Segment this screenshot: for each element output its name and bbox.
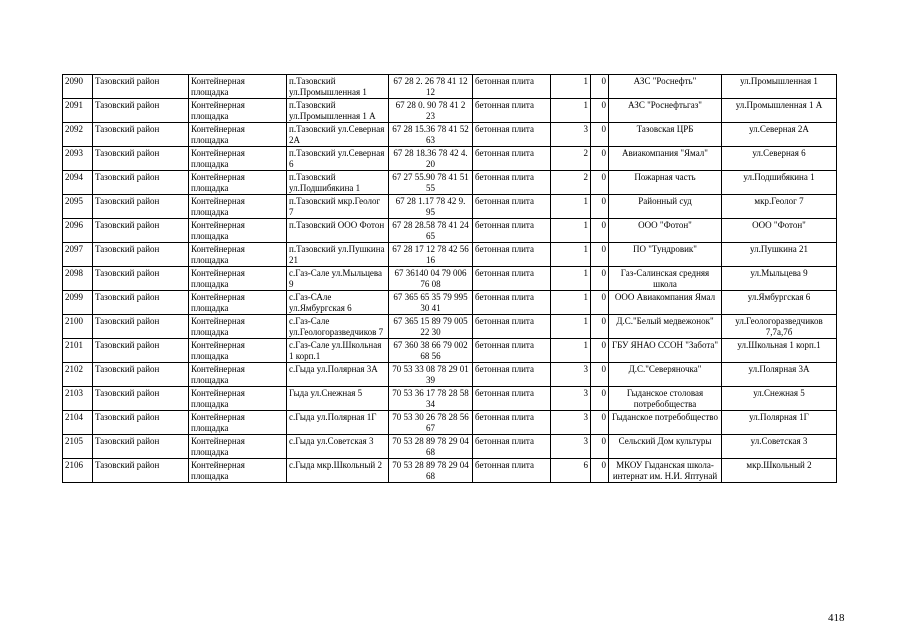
table-body [63, 75, 837, 483]
container-count-cell: 3 [551, 123, 591, 147]
address-cell: ул.Снежная 5 [722, 387, 837, 411]
record-number: 2100 [63, 315, 93, 339]
container-count-cell: 2 [551, 147, 591, 171]
covered-count-cell: 0 [591, 315, 609, 339]
record-number: 2091 [63, 99, 93, 123]
facility-cell: Авиакомпания "Ямал" [609, 147, 722, 171]
covered-count-cell: 0 [591, 291, 609, 315]
site-type-cell: Контейнерная площадка [189, 387, 287, 411]
coordinates-cell: 67 365 65 35 79 995 30 41 [389, 291, 473, 315]
table-row [63, 75, 837, 99]
table-row [63, 339, 837, 363]
site-type-cell: Контейнерная площадка [189, 243, 287, 267]
surface-cell: бетонная плита [473, 99, 551, 123]
address-cell: ул.Северная 6 [722, 147, 837, 171]
container-count-cell: 1 [551, 339, 591, 363]
location-cell: п.Тазовский ул.Северная 2А [287, 123, 389, 147]
covered-count-cell: 0 [591, 171, 609, 195]
location-cell: п.Тазовский мкр.Геолог 7 [287, 195, 389, 219]
district-cell: Тазовский район [93, 387, 189, 411]
site-type-cell: Контейнерная площадка [189, 75, 287, 99]
coordinates-cell: 70 53 28 89 78 29 04 68 [389, 459, 473, 483]
table-row [63, 315, 837, 339]
covered-count-cell: 0 [591, 411, 609, 435]
facility-cell: Д.С."Белый медвежонок" [609, 315, 722, 339]
site-type-cell: Контейнерная площадка [189, 435, 287, 459]
record-number: 2090 [63, 75, 93, 99]
record-number: 2105 [63, 435, 93, 459]
site-type-cell: Контейнерная площадка [189, 147, 287, 171]
location-cell: п.Тазовский ООО Фотон [287, 219, 389, 243]
district-cell: Тазовский район [93, 291, 189, 315]
facility-cell: Сельский Дом культуры [609, 435, 722, 459]
table-row [63, 267, 837, 291]
location-cell: с.Гыда ул.Полярная 3А [287, 363, 389, 387]
table-row [63, 243, 837, 267]
surface-cell: бетонная плита [473, 339, 551, 363]
coordinates-cell: 67 28 2. 26 78 41 12 12 [389, 75, 473, 99]
district-cell: Тазовский район [93, 147, 189, 171]
surface-cell: бетонная плита [473, 315, 551, 339]
coordinates-cell: 67 28 18.36 78 42 4. 20 [389, 147, 473, 171]
covered-count-cell: 0 [591, 267, 609, 291]
record-number: 2101 [63, 339, 93, 363]
container-count-cell: 1 [551, 99, 591, 123]
site-type-cell: Контейнерная площадка [189, 459, 287, 483]
address-cell: ул.Геологоразведчиков 7,7а,7б [722, 315, 837, 339]
covered-count-cell: 0 [591, 219, 609, 243]
location-cell: п.Тазовский ул.Подшибякина 1 [287, 171, 389, 195]
record-number: 2093 [63, 147, 93, 171]
table-row [63, 99, 837, 123]
coordinates-cell: 67 360 38 66 79 002 68 56 [389, 339, 473, 363]
covered-count-cell: 0 [591, 99, 609, 123]
site-type-cell: Контейнерная площадка [189, 339, 287, 363]
location-cell: с.Газ-Сале ул.Школьная 1 корп.1 [287, 339, 389, 363]
covered-count-cell: 0 [591, 459, 609, 483]
site-type-cell: Контейнерная площадка [189, 291, 287, 315]
district-cell: Тазовский район [93, 195, 189, 219]
coordinates-cell: 70 53 36 17 78 28 58 34 [389, 387, 473, 411]
location-cell: с.Газ-САле ул.Ямбургская 6 [287, 291, 389, 315]
address-cell: ул.Мыльцева 9 [722, 267, 837, 291]
surface-cell: бетонная плита [473, 195, 551, 219]
container-count-cell: 1 [551, 75, 591, 99]
table-row [63, 411, 837, 435]
record-number: 2097 [63, 243, 93, 267]
facility-cell: Пожарная часть [609, 171, 722, 195]
facility-cell: АЗС "Роснефть" [609, 75, 722, 99]
facility-cell: ПО "Тундровик" [609, 243, 722, 267]
site-type-cell: Контейнерная площадка [189, 411, 287, 435]
coordinates-cell: 67 28 0. 90 78 41 2 23 [389, 99, 473, 123]
container-count-cell: 3 [551, 411, 591, 435]
table-row [63, 123, 837, 147]
facility-cell: МКОУ Гыданская школа-интернат им. Н.И. Яптунай [609, 459, 722, 483]
covered-count-cell: 0 [591, 339, 609, 363]
table-row [63, 147, 837, 171]
facility-cell: ГБУ ЯНАО ССОН "Забота" [609, 339, 722, 363]
district-cell: Тазовский район [93, 75, 189, 99]
covered-count-cell: 0 [591, 363, 609, 387]
address-cell: ул.Промышленная 1 А [722, 99, 837, 123]
district-cell: Тазовский район [93, 99, 189, 123]
table-row [63, 363, 837, 387]
record-number: 2096 [63, 219, 93, 243]
address-cell: мкр.Школьный 2 [722, 459, 837, 483]
facility-cell: Тазовская ЦРБ [609, 123, 722, 147]
record-number: 2102 [63, 363, 93, 387]
coordinates-cell: 67 36140 04 79 006 76 08 [389, 267, 473, 291]
coordinates-cell: 67 365 15 89 79 005 22 30 [389, 315, 473, 339]
address-cell: ул.Школьная 1 корп.1 [722, 339, 837, 363]
location-cell: п.Тазовский ул.Северная 6 [287, 147, 389, 171]
location-cell: Гыда ул.Снежная 5 [287, 387, 389, 411]
record-number: 2095 [63, 195, 93, 219]
table-row [63, 171, 837, 195]
table-row [63, 387, 837, 411]
table-row [63, 435, 837, 459]
location-cell: с.Гыда ул.Советская 3 [287, 435, 389, 459]
district-cell: Тазовский район [93, 339, 189, 363]
location-cell: п.Тазовский ул.Пушкина 21 [287, 243, 389, 267]
covered-count-cell: 0 [591, 387, 609, 411]
container-count-cell: 2 [551, 171, 591, 195]
container-count-cell: 1 [551, 291, 591, 315]
covered-count-cell: 0 [591, 75, 609, 99]
address-cell: мкр.Геолог 7 [722, 195, 837, 219]
address-cell: ул.Промышленная 1 [722, 75, 837, 99]
container-count-cell: 1 [551, 315, 591, 339]
facility-cell: Д.С."Северяночка" [609, 363, 722, 387]
district-cell: Тазовский район [93, 459, 189, 483]
table-row [63, 459, 837, 483]
record-number: 2104 [63, 411, 93, 435]
surface-cell: бетонная плита [473, 267, 551, 291]
district-cell: Тазовский район [93, 435, 189, 459]
facility-cell: Газ-Салинская средняя школа [609, 267, 722, 291]
address-cell: ул.Подшибякина 1 [722, 171, 837, 195]
coordinates-cell: 70 53 33 08 78 29 01 39 [389, 363, 473, 387]
site-type-cell: Контейнерная площадка [189, 267, 287, 291]
coordinates-cell: 70 53 30 26 78 28 56 67 [389, 411, 473, 435]
record-number: 2106 [63, 459, 93, 483]
record-number: 2092 [63, 123, 93, 147]
covered-count-cell: 0 [591, 123, 609, 147]
address-cell: ООО "Фотон" [722, 219, 837, 243]
record-number: 2099 [63, 291, 93, 315]
surface-cell: бетонная плита [473, 387, 551, 411]
surface-cell: бетонная плита [473, 147, 551, 171]
facility-cell: ООО "Фотон" [609, 219, 722, 243]
district-cell: Тазовский район [93, 267, 189, 291]
site-type-cell: Контейнерная площадка [189, 363, 287, 387]
location-cell: п.Тазовский ул.Промышленная 1 [287, 75, 389, 99]
facility-cell: Гыданское столовая потребобщества [609, 387, 722, 411]
surface-cell: бетонная плита [473, 411, 551, 435]
record-number: 2103 [63, 387, 93, 411]
surface-cell: бетонная плита [473, 171, 551, 195]
table-row [63, 219, 837, 243]
container-count-cell: 3 [551, 363, 591, 387]
surface-cell: бетонная плита [473, 75, 551, 99]
covered-count-cell: 0 [591, 147, 609, 171]
site-type-cell: Контейнерная площадка [189, 315, 287, 339]
surface-cell: бетонная плита [473, 435, 551, 459]
surface-cell: бетонная плита [473, 219, 551, 243]
site-type-cell: Контейнерная площадка [189, 123, 287, 147]
container-count-cell: 6 [551, 459, 591, 483]
coordinates-cell: 67 28 28.58 78 41 24 65 [389, 219, 473, 243]
record-number: 2094 [63, 171, 93, 195]
coordinates-cell: 67 28 1.17 78 42 9. 95 [389, 195, 473, 219]
surface-cell: бетонная плита [473, 459, 551, 483]
container-count-cell: 3 [551, 387, 591, 411]
address-cell: ул.Советская 3 [722, 435, 837, 459]
address-cell: ул.Ямбургская 6 [722, 291, 837, 315]
surface-cell: бетонная плита [473, 123, 551, 147]
address-cell: ул.Пушкина 21 [722, 243, 837, 267]
facility-cell: Гыданское потребобщество [609, 411, 722, 435]
site-type-cell: Контейнерная площадка [189, 195, 287, 219]
facility-cell: АЗС "Роснефтьгаз" [609, 99, 722, 123]
surface-cell: бетонная плита [473, 291, 551, 315]
facility-cell: ООО Авиакомпания Ямал [609, 291, 722, 315]
covered-count-cell: 0 [591, 435, 609, 459]
location-cell: с.Газ-Сале ул.Геологоразведчиков 7 [287, 315, 389, 339]
location-cell: с.Гыда мкр.Школьный 2 [287, 459, 389, 483]
location-cell: п.Тазовский ул.Промышленная 1 А [287, 99, 389, 123]
district-cell: Тазовский район [93, 411, 189, 435]
address-cell: ул.Полярная 1Г [722, 411, 837, 435]
container-count-cell: 1 [551, 219, 591, 243]
coordinates-cell: 67 28 15.36 78 41 52 63 [389, 123, 473, 147]
container-count-cell: 1 [551, 195, 591, 219]
site-type-cell: Контейнерная площадка [189, 99, 287, 123]
surface-cell: бетонная плита [473, 243, 551, 267]
container-count-cell: 1 [551, 267, 591, 291]
table-row [63, 291, 837, 315]
site-type-cell: Контейнерная площадка [189, 219, 287, 243]
record-number: 2098 [63, 267, 93, 291]
registry-table [62, 74, 837, 483]
address-cell: ул.Полярная 3А [722, 363, 837, 387]
district-cell: Тазовский район [93, 315, 189, 339]
district-cell: Тазовский район [93, 219, 189, 243]
coordinates-cell: 67 27 55.90 78 41 51 55 [389, 171, 473, 195]
site-type-cell: Контейнерная площадка [189, 171, 287, 195]
container-count-cell: 3 [551, 435, 591, 459]
coordinates-cell: 67 28 17 12 78 42 56 16 [389, 243, 473, 267]
location-cell: с.Газ-Сале ул.Мыльцева 9 [287, 267, 389, 291]
district-cell: Тазовский район [93, 171, 189, 195]
district-cell: Тазовский район [93, 243, 189, 267]
covered-count-cell: 0 [591, 243, 609, 267]
facility-cell: Районный суд [609, 195, 722, 219]
location-cell: с.Гыда ул.Полярная 1Г [287, 411, 389, 435]
table-row [63, 195, 837, 219]
district-cell: Тазовский район [93, 123, 189, 147]
covered-count-cell: 0 [591, 195, 609, 219]
coordinates-cell: 70 53 28 89 78 29 04 68 [389, 435, 473, 459]
page-number: 418 [828, 612, 845, 624]
container-count-cell: 1 [551, 243, 591, 267]
surface-cell: бетонная плита [473, 363, 551, 387]
address-cell: ул.Северная 2А [722, 123, 837, 147]
district-cell: Тазовский район [93, 363, 189, 387]
